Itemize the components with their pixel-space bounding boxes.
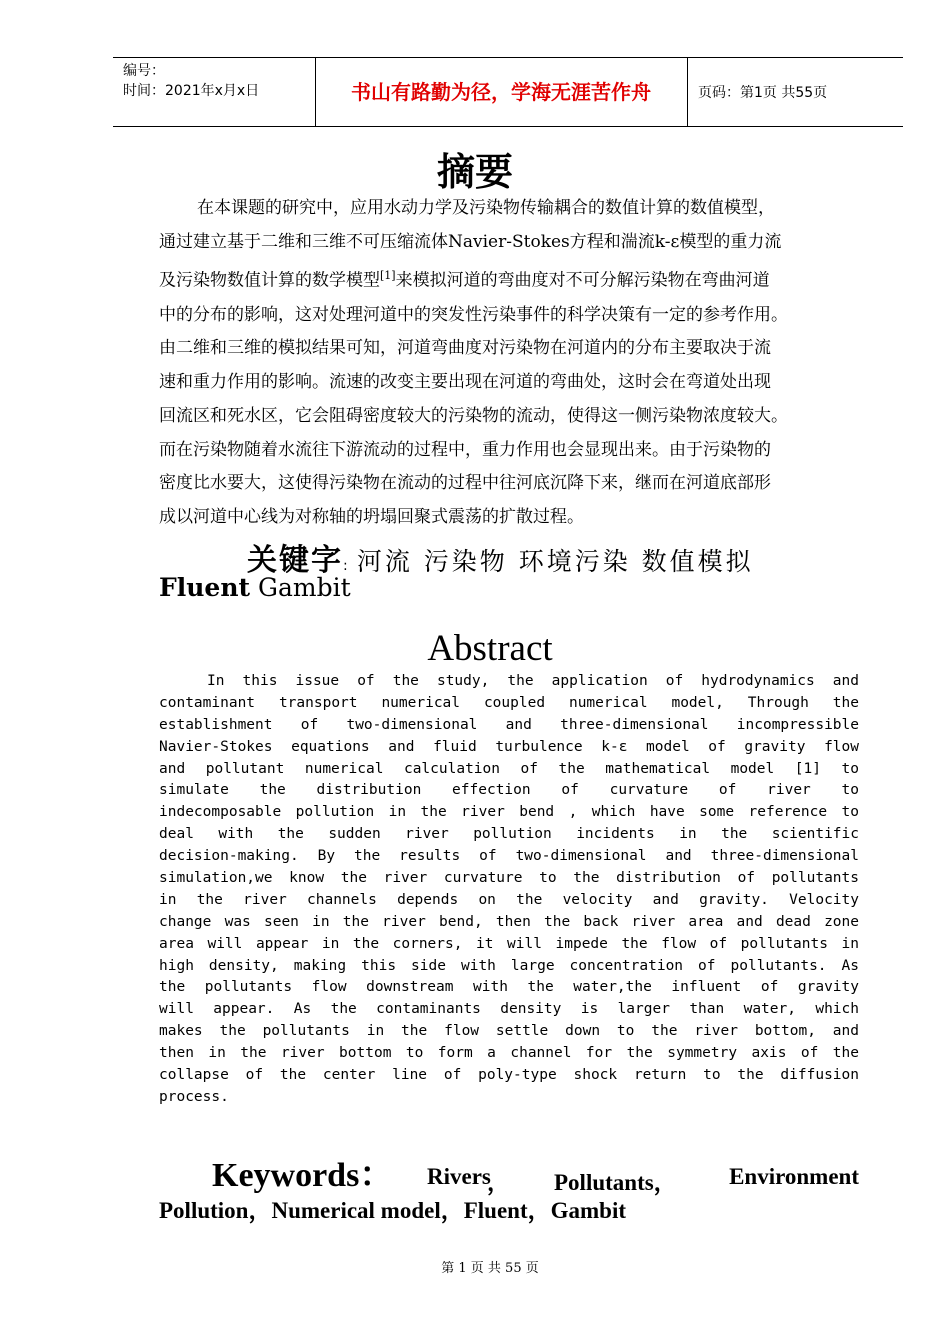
abstract-cn-line: 成以河道中心线为对称轴的坍塌回聚式震荡的扩散过程。	[159, 506, 584, 527]
abstract-cn-line: 速和重力作用的影响。流速的改变主要出现在河道的弯曲处，这时会在弯道处出现	[159, 372, 771, 393]
abstract-cn-line: 密度比水要大，这使得污染物在流动的过程中往河底沉降下来，继而在河道底部形	[159, 473, 771, 494]
keywords-en-line2: Pollution，Numerical model，Fluent，Gambit	[159, 1198, 627, 1223]
abstract-cn-body	[159, 192, 869, 535]
abstract-en-line: the pollutants flow downstream with the water,the influent of gravity	[159, 979, 859, 996]
keywords-cn-colon: :	[343, 558, 350, 574]
abstract-en-line: simulate the distribution effection of curvature of river to	[159, 782, 859, 799]
abstract-en-line: establishment of two-dimensional and three-dimensional incompressible	[159, 716, 859, 733]
abstract-en-line: collapse of the center line of poly-type shock return to the diffusion	[159, 1067, 859, 1084]
abstract-en-body	[159, 671, 859, 1109]
abstract-en-line: deal with the sudden river pollution incidents in the scientific	[159, 826, 859, 843]
abstract-en-line: area will appear in the corners, it will impede the flow of pollutants in	[159, 935, 859, 952]
abstract-cn-line: 通过建立基于二维和三维不可压缩流体Navier-Stokes方程和湍流k-ε模型的重力流	[159, 231, 782, 252]
header-meta-cell	[113, 58, 316, 126]
abstract-cn-text: 及污染物数值计算的数学模型	[159, 271, 380, 292]
keyword-pollutants: Pollutants，	[554, 1170, 677, 1195]
abstract-cn-line: 在本课题的研究中，应用水动力学及污染物传输耦合的数值计算的数值模型，	[197, 198, 775, 218]
keyword-environment: Environment	[729, 1164, 859, 1189]
citation-marker: [1]	[380, 269, 396, 283]
abstract-cn-line: 而在污染物随着水流往下游流动的过程中，重力作用也会显现出来。由于污染物的	[159, 439, 771, 460]
abstract-cn-line: 回流区和死水区，它会阻碍密度较大的污染物的流动，使得这一侧污染物浓度较大。	[159, 405, 788, 426]
abstract-cn-title: 摘要	[436, 150, 513, 194]
header-number-label: 编号：	[123, 63, 165, 79]
abstract-en-line: Navier-Stokes equations and fluid turbulence k-ε model of gravity flow	[159, 738, 859, 755]
abstract-en-line: high density, making this side with large concentration of pollutants. As	[159, 957, 859, 974]
keywords-cn-values: 河流 污染物 环境污染 数值模拟	[356, 547, 754, 576]
abstract-cn-line: 由二维和三维的模拟结果可知，河道弯曲度对污染物在河道内的分布主要取决于流	[159, 338, 771, 359]
abstract-cn-line: 中的分布的影响，这对处理河道中的突发性污染事件的科学决策有一定的参考作用。	[159, 304, 788, 325]
abstract-en-line: contaminant transport numerical coupled numerical model, Through the	[159, 694, 859, 711]
page-footer: 第 1 页 共 55 页	[441, 1261, 539, 1276]
abstract-cn-text: 来模拟河道的弯曲度对不可分解污染物在弯曲河道	[395, 271, 770, 292]
page-header	[113, 57, 903, 127]
abstract-en-line: then in the river bottom to form a channel for the symmetry axis of the	[159, 1045, 859, 1062]
abstract-en-title: Abstract	[427, 628, 553, 669]
keyword-rivers: Rivers	[427, 1164, 491, 1189]
abstract-en-line: indecomposable pollution in the river bend , which have some reference to	[159, 804, 859, 821]
keyword-gambit: Gambit	[250, 573, 351, 602]
abstract-en-line: simulation,we know the river curvature to the distribution of pollutants	[159, 870, 859, 887]
abstract-en-line: and pollutant numerical calculation of the mathematical model [1] to	[159, 760, 859, 777]
abstract-en-line: In this issue of the study, the application of hydrodynamics and	[207, 673, 859, 689]
abstract-cn-line	[159, 259, 869, 298]
keywords-cn-label: 关键字	[247, 543, 343, 578]
header-motto: 书山有路勤为径，学海无涯苦作舟	[315, 58, 688, 126]
keyword-separator: ，	[487, 1170, 510, 1195]
header-time-label: 时间：2021年x月x日	[123, 83, 260, 99]
abstract-en-line: will appear. As the contaminants density is larger than water, which	[159, 1001, 859, 1018]
abstract-en-line: decision-making. By the results of two-dimensional and three-dimensional	[159, 848, 859, 865]
abstract-en-line: change was seen in the river bend, then the back river area and dead zone	[159, 913, 859, 930]
abstract-en-line: in the river channels depends on the velocity and gravity. Velocity	[159, 891, 859, 908]
keyword-fluent: Fluent	[159, 573, 251, 602]
keywords-cn-software	[159, 573, 351, 602]
keywords-en-label: Keywords：	[212, 1157, 394, 1194]
header-page-label: 页码：第1页 共55页	[698, 85, 828, 101]
abstract-en-line: process.	[159, 1088, 229, 1105]
abstract-en-line: makes the pollutants in the flow settle down to the river bottom, and	[159, 1023, 859, 1040]
